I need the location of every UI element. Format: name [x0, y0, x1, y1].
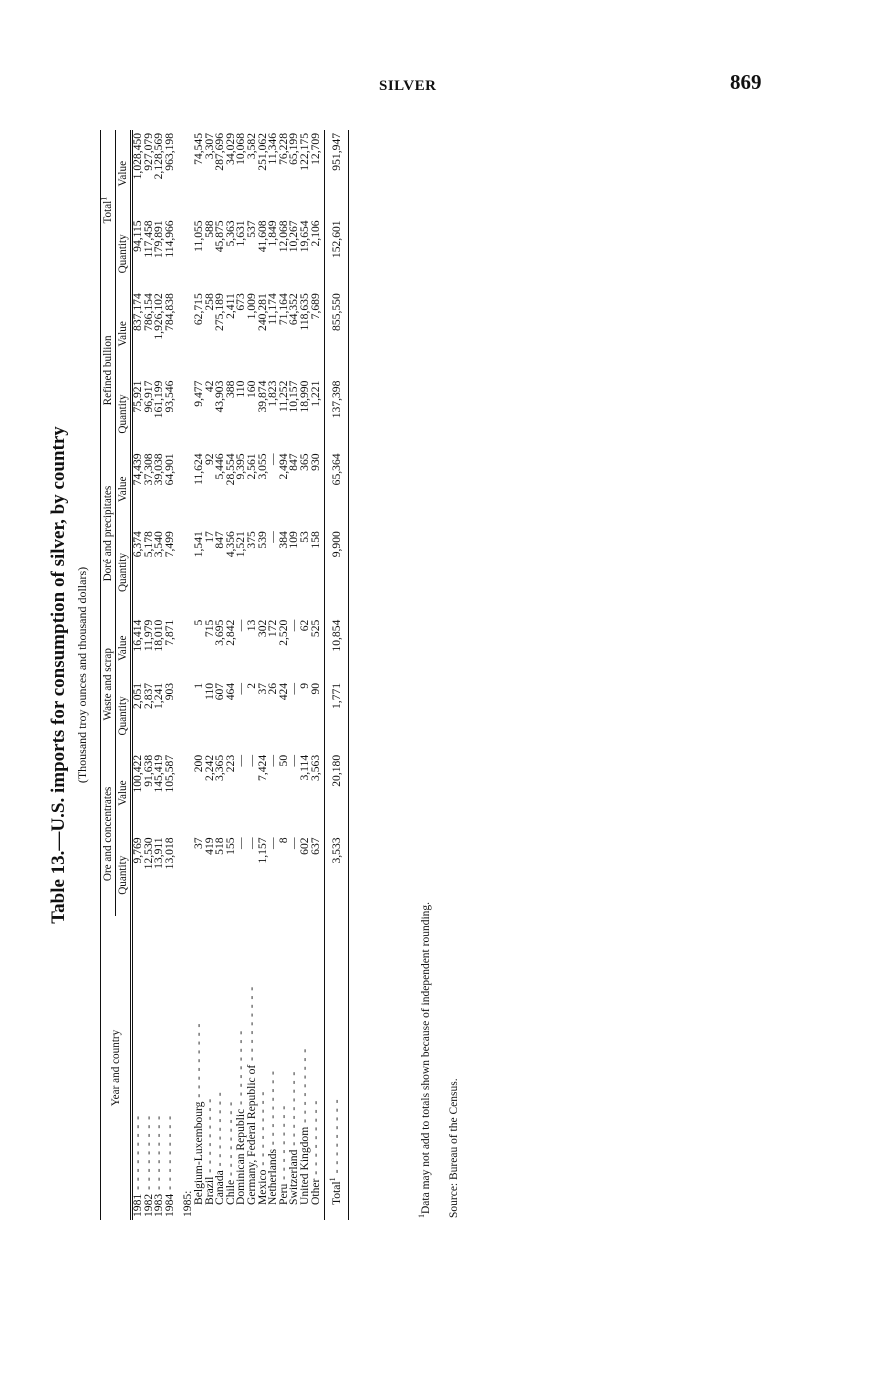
table-cell: —	[287, 619, 301, 632]
row-label: 1984 - - - - - - - - -	[162, 1114, 176, 1217]
table-cell: 74,439	[131, 453, 144, 486]
table-cell: 951,947	[330, 133, 344, 171]
table-cell: 10,068	[234, 133, 248, 165]
table-cell: 26	[266, 682, 280, 695]
row-label: Mexico - - - - - - - - -	[255, 1090, 269, 1205]
table-cell: 17	[202, 531, 216, 543]
table-cell: 5	[191, 619, 205, 626]
table-cell: 94,115	[131, 220, 144, 252]
table-cell: 1,157	[255, 837, 269, 864]
table-cell: 637	[308, 837, 322, 855]
year-1985-label: 1985:	[181, 1190, 195, 1217]
table-cell: 37	[255, 682, 269, 695]
table-cell: 3,695	[213, 619, 227, 646]
table-cell: 16,414	[131, 619, 144, 652]
table-cell: 6,374	[131, 531, 144, 558]
table-cell: 1,009	[244, 293, 258, 320]
table-cell: 5,178	[141, 531, 155, 558]
table-cell: —	[266, 453, 280, 466]
table-cell: 539	[255, 531, 269, 549]
subheader-5: Value	[116, 450, 132, 528]
row-label: 1981 - - - - - - - - -	[131, 1114, 144, 1217]
table-cell: 384	[276, 531, 290, 549]
table-cell: 28,554	[223, 453, 237, 486]
row-label: Netherlands - - - - - - - - -	[266, 1070, 280, 1205]
source-note: Source: Bureau of the Census.	[448, 1078, 460, 1218]
table-cell: 110	[234, 380, 248, 398]
table-cell: 3,563	[308, 754, 322, 781]
table-cell: 375	[244, 531, 258, 549]
table-cell: 10,854	[330, 619, 344, 652]
table-cell: 109	[287, 531, 301, 549]
table-cell: 172	[266, 619, 280, 638]
table-cell: 45,875	[213, 220, 227, 253]
table-cell: 34,029	[223, 133, 237, 165]
table-cell: 91,638	[141, 754, 155, 787]
row-label: Brazil - - - - - - - - -	[202, 1097, 216, 1205]
table-cell: —	[234, 619, 248, 632]
table-cell: 258	[202, 293, 216, 311]
table-cell: 39,038	[152, 453, 166, 486]
table-cell: 160	[244, 380, 258, 398]
table-cell: 1,631	[234, 220, 248, 247]
table-cell: 3,307	[202, 133, 216, 160]
table-cell: 1,849	[266, 220, 280, 247]
table-cell: 602	[297, 837, 311, 855]
table-cell: 3,533	[330, 837, 344, 864]
table-cell: 1,221	[308, 380, 322, 407]
table-cell: 963,198	[162, 133, 176, 171]
table-cell: 275,189	[213, 293, 227, 331]
table-cell: 13,018	[162, 837, 176, 870]
table-cell: 65,199	[287, 133, 301, 165]
table-cell: 75,921	[131, 380, 144, 413]
table-cell: 62	[297, 619, 311, 632]
table-cell: 110	[202, 682, 216, 700]
row-label: Other - - - - - - - - -	[308, 1099, 322, 1205]
table-cell: —	[234, 682, 248, 695]
table-cell: 464	[223, 682, 237, 701]
table-end-rule	[348, 130, 349, 1220]
table-cell: 114,966	[162, 220, 176, 258]
table-cell: 837,174	[131, 293, 144, 331]
table-cell: —	[266, 754, 280, 767]
footnote: $^1$Data may not add to totals shown because of independent rounding.	[417, 901, 432, 1218]
table-cell: 588	[202, 220, 216, 238]
table-cell: 90	[308, 682, 322, 695]
table-cell: 64,901	[162, 453, 176, 486]
table-cell: 518	[213, 837, 227, 855]
table-cell: —	[234, 754, 248, 767]
table-cell: 62,715	[191, 293, 205, 326]
table-cell: 2,520	[276, 619, 290, 646]
table-cell: 3,365	[213, 754, 227, 781]
table-cell: 424	[276, 682, 290, 701]
table-cell: 19,654	[297, 220, 311, 253]
table-cell: 903	[162, 682, 176, 701]
rotated-table-block	[48, 130, 488, 1220]
table-cell: 2,411	[223, 293, 237, 319]
table-cell: 42	[202, 380, 216, 393]
table-cell: 5,363	[223, 220, 237, 247]
table-cell: —	[244, 837, 258, 850]
table-cell: 3,055	[255, 453, 269, 480]
table-cell: 100,422	[131, 754, 144, 793]
header-year-country: Year and country	[101, 916, 132, 1220]
table-cell: 9	[297, 682, 311, 689]
subheader-7: Value	[116, 290, 132, 377]
header-group-total: Total$^1$	[101, 130, 116, 290]
row-label: Switzerland - - - - - - - - -	[287, 1070, 301, 1205]
table-cell: —	[234, 837, 248, 850]
row-label: Belgium-Luxembourg - - - - - - - - -	[191, 1022, 205, 1205]
table-cell: 8	[276, 837, 290, 844]
table-cell: 287,696	[213, 133, 227, 171]
row-label: Peru - - - - - - - - -	[276, 1104, 290, 1205]
table-cell: —	[266, 531, 280, 543]
table-cell: 137,398	[330, 380, 344, 419]
table-cell: 7,871	[162, 619, 176, 646]
row-label: United Kingdom - - - - - - - - -	[297, 1047, 311, 1205]
table-title: Table 13.—U.S. imports for consumption of silver, by country	[48, 426, 69, 924]
table-cell: 388	[223, 380, 237, 398]
table-cell: 847	[213, 531, 227, 549]
running-header-section: SILVER	[379, 78, 437, 94]
table-cell: 1	[191, 682, 205, 689]
table-cell: 11,055	[191, 220, 205, 252]
table-cell: 1,541	[191, 531, 205, 558]
table-body	[132, 130, 349, 1220]
table-cell: 43,903	[213, 380, 227, 413]
table-cell: 152,601	[330, 220, 344, 259]
table-cell: 1,241	[152, 682, 166, 709]
table-cell: 76,228	[276, 133, 290, 165]
table-cell: —	[287, 682, 301, 695]
table-cell: 71,164	[276, 293, 290, 326]
table-cell: 2,842	[223, 619, 237, 646]
table-cell: 9,900	[330, 531, 344, 558]
table-cell: 2	[244, 682, 258, 689]
table-cell: 223	[223, 754, 237, 773]
table-cell: 607	[213, 682, 227, 701]
table-cell: 9,395	[234, 453, 248, 480]
table-cell: 930	[308, 453, 322, 471]
table-cell: 1,771	[330, 682, 344, 709]
row-label: Germany, Federal Republic of - - - - - - - - -	[244, 985, 258, 1205]
table-cell: 11,624	[191, 453, 205, 485]
total-row	[325, 130, 348, 1220]
table-cell: 4,356	[223, 531, 237, 558]
table-cell: 37,308	[141, 453, 155, 486]
table-cell: 9,769	[131, 837, 144, 864]
table-cell: 11,252	[276, 380, 290, 413]
table-cell: —	[266, 837, 280, 850]
row-label: Canada - - - - - - - - -	[213, 1091, 227, 1205]
table-cell: 11,979	[141, 619, 155, 652]
table-cell: 118,635	[297, 293, 311, 331]
table-cell: 715	[202, 619, 216, 638]
table-cell: 39,874	[255, 380, 269, 413]
table-cell: 537	[244, 220, 258, 238]
table-cell: 122,175	[297, 133, 311, 171]
table-cell: 18,990	[297, 380, 311, 413]
table-cell: 855,550	[330, 293, 344, 331]
table-cell: 9,477	[191, 380, 205, 407]
table-cell: 302	[255, 619, 269, 638]
subheader-1: Value	[116, 752, 132, 835]
table-cell: 50	[276, 754, 290, 767]
table-cell: 20,180	[330, 754, 344, 787]
table-cell: 161,199	[152, 380, 166, 419]
table-cell: 2,106	[308, 220, 322, 247]
country-row	[311, 130, 322, 1220]
row-label: Total$^1$ - - - - - - - - -	[328, 1098, 344, 1205]
table-cell: 1,823	[266, 380, 280, 407]
header-group-ore: Ore and concentrates	[101, 752, 116, 916]
table-cell: 37	[191, 837, 205, 850]
table-cell: 65,364	[330, 453, 344, 486]
table-cell: 200	[191, 754, 205, 773]
table-cell: 64,352	[287, 293, 301, 326]
table-cell: 11,174	[266, 293, 280, 325]
table-cell: 365	[297, 453, 311, 471]
table-cell: 5,446	[213, 453, 227, 480]
subheader-9: Value	[116, 130, 132, 217]
table-cell: 2,242	[202, 754, 216, 781]
table-cell: 13	[244, 619, 258, 632]
table-cell: 179,891	[152, 220, 166, 259]
table-cell: 92	[202, 453, 216, 466]
table-cell: 3,582	[244, 133, 258, 160]
table-cell: 117,458	[141, 220, 155, 258]
table-cell: 12,709	[308, 133, 322, 165]
imports-table	[100, 130, 349, 1220]
subheader-3: Value	[116, 617, 132, 680]
table-cell: —	[244, 754, 258, 767]
table-cell: 13,911	[152, 837, 166, 869]
table-cell: 3,540	[152, 531, 166, 558]
header-group-refined: Refined bullion	[101, 290, 116, 450]
table-cell: 53	[297, 531, 311, 543]
subheader-4: Quantity	[116, 528, 132, 617]
table-cell: 7,424	[255, 754, 269, 781]
table-cell: 2,837	[141, 682, 155, 709]
table-cell: 2,128,569	[152, 133, 166, 180]
table-cell: 93,546	[162, 380, 176, 413]
table-cell: 3,114	[297, 754, 311, 781]
table-cell: 12,068	[276, 220, 290, 253]
table-cell: 11,346	[266, 133, 280, 165]
table-cell: 7,689	[308, 293, 322, 320]
table-cell: 155	[223, 837, 237, 855]
table-cell: 74,545	[191, 133, 205, 165]
table-cell: —	[287, 837, 301, 850]
subheader-8: Quantity	[116, 217, 132, 290]
row-label: 1982 - - - - - - - - -	[141, 1114, 155, 1217]
table-cell: 927,079	[141, 133, 155, 171]
table-cell: 7,499	[162, 531, 176, 558]
table-cell: 158	[308, 531, 322, 549]
table-cell: 786,154	[141, 293, 155, 331]
table-cell: 251,062	[255, 133, 269, 171]
table-cell: 1,926,102	[152, 293, 166, 340]
table-cell: 10,157	[287, 380, 301, 413]
table-cell: 2,561	[244, 453, 258, 480]
table-cell: 145,419	[152, 754, 166, 793]
header-group-dore: Doré and precipitates	[101, 450, 116, 616]
page-number: 869	[730, 70, 762, 94]
row-label: Chile - - - - - - - - -	[223, 1101, 237, 1205]
table-cell: 847	[287, 453, 301, 471]
table-cell: 673	[234, 293, 248, 311]
table-subtitle: (Thousand troy ounces and thousand dollars)	[75, 566, 89, 784]
table-cell: 105,587	[162, 754, 176, 793]
table-cell: 96,917	[141, 380, 155, 413]
table-cell: 41,608	[255, 220, 269, 253]
table-cell: 1,521	[234, 531, 248, 558]
table-cell: —	[287, 754, 301, 767]
table-cell: 240,281	[255, 293, 269, 331]
table-cell: 18,010	[152, 619, 166, 652]
table-cell: 784,838	[162, 293, 176, 331]
subheader-0: Quantity	[116, 834, 132, 916]
table-cell: 419	[202, 837, 216, 855]
table-cell: 2,494	[276, 453, 290, 480]
row-label: Dominican Republic - - - - - - - - -	[234, 1029, 248, 1205]
spacer-row	[175, 130, 183, 1220]
header-group-waste: Waste and scrap	[101, 617, 116, 752]
subheader-2: Quantity	[116, 680, 132, 752]
subheader-6: Quantity	[116, 378, 132, 451]
table-cell: 12,530	[141, 837, 155, 870]
table-cell: 10,267	[287, 220, 301, 253]
table-cell: 1,028,450	[131, 133, 144, 180]
year-row	[165, 130, 176, 1220]
table-cell: 2,051	[131, 682, 144, 709]
table-cell: 525	[308, 619, 322, 638]
row-label: 1983 - - - - - - - - -	[152, 1114, 166, 1217]
